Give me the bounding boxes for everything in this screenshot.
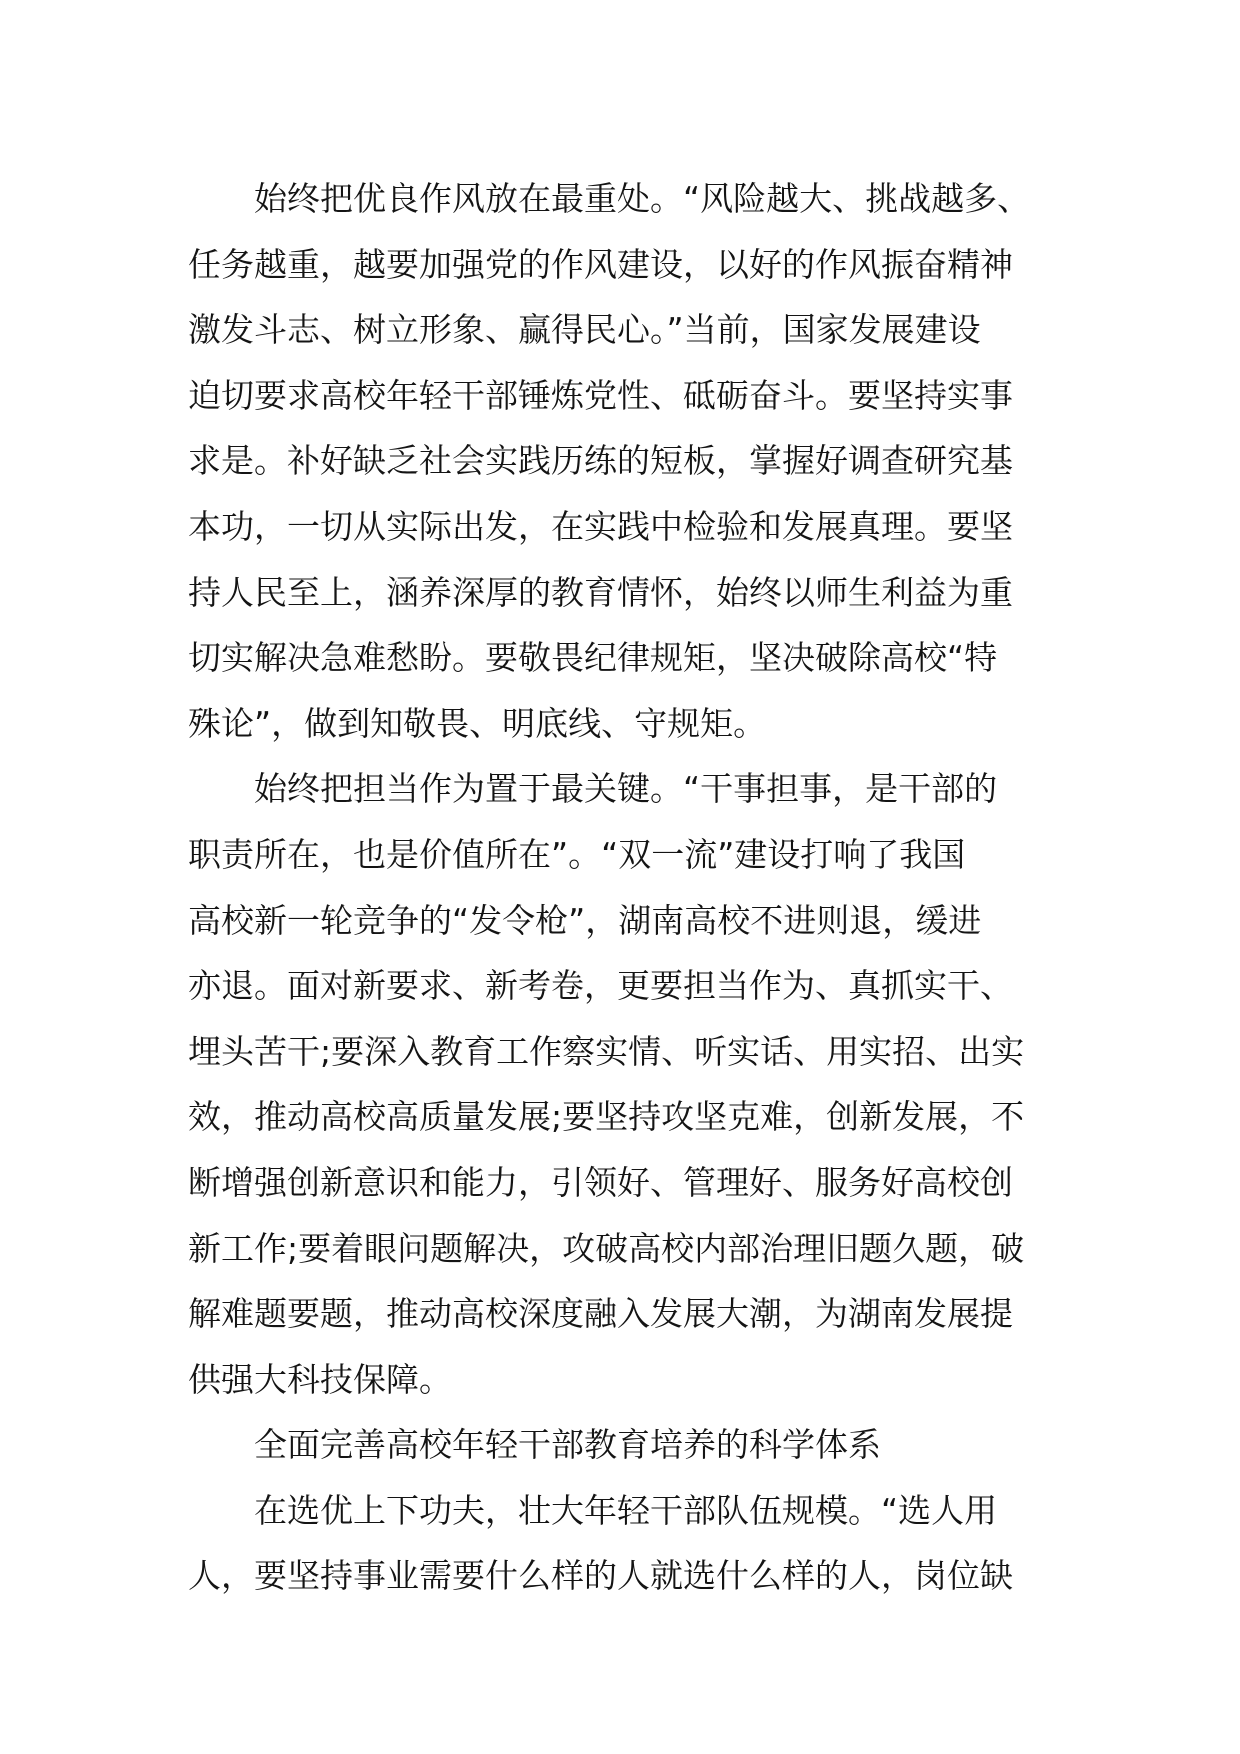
text-line: 解难题要题，推动高校深度融入发展大潮，为湖南发展提	[188, 1294, 1013, 1334]
text-line: 效，推动高校高质量发展;要坚持攻坚克难，创新发展，不	[188, 1097, 1025, 1137]
text-line: 切实解决急难愁盼。要敬畏纪律规矩，坚决破除高校“特	[188, 638, 998, 678]
text-line: 亦退。面对新要求、新考卷，更要担当作为、真抓实干、	[188, 966, 1013, 1006]
text-line: 在选优上下功夫，壮大年轻干部队伍规模。“选人用	[254, 1490, 998, 1530]
text-line: 供强大科技保障。	[188, 1359, 452, 1399]
text-line: 任务越重，越要加强党的作风建设，以好的作风振奋精神	[188, 244, 1013, 284]
text-line: 激发斗志、树立形象、赢得民心。”当前，国家发展建设	[188, 310, 981, 350]
text-line: 高校新一轮竞争的“发令枪”，湖南高校不进则退，缓进	[188, 900, 982, 940]
text-line: 人，要坚持事业需要什么样的人就选什么样的人，岗位缺	[188, 1556, 1013, 1596]
text-line: 职责所在，也是价值所在”。“双一流”建设打响了我国	[188, 834, 966, 874]
text-line: 求是。补好缺乏社会实践历练的短板，掌握好调查研究基	[188, 441, 1013, 481]
text-line: 持人民至上，涵养深厚的教育情怀，始终以师生利益为重	[188, 572, 1013, 612]
text-line: 断增强创新意识和能力，引领好、管理好、服务好高校创	[188, 1162, 1013, 1202]
text-line: 殊论”，做到知敬畏、明底线、守规矩。	[188, 703, 767, 743]
text-line: 本功，一切从实际出发，在实践中检验和发展真理。要坚	[188, 506, 1013, 546]
text-line: 新工作;要着眼问题解决，攻破高校内部治理旧题久题，破	[188, 1228, 1025, 1268]
text-line: 全面完善高校年轻干部教育培养的科学体系	[254, 1425, 881, 1465]
text-line: 埋头苦干;要深入教育工作察实情、听实话、用实招、出实	[188, 1031, 1025, 1071]
text-line: 始终把优良作风放在最重处。“风险越大、挑战越多、	[254, 179, 1031, 218]
text-line: 始终把担当作为置于最关键。“干事担事，是干部的	[254, 769, 998, 809]
text-line: 迫切要求高校年轻干部锤炼党性、砥砺奋斗。要坚持实事	[188, 375, 1013, 415]
body-text	[188, 166, 1068, 1609]
